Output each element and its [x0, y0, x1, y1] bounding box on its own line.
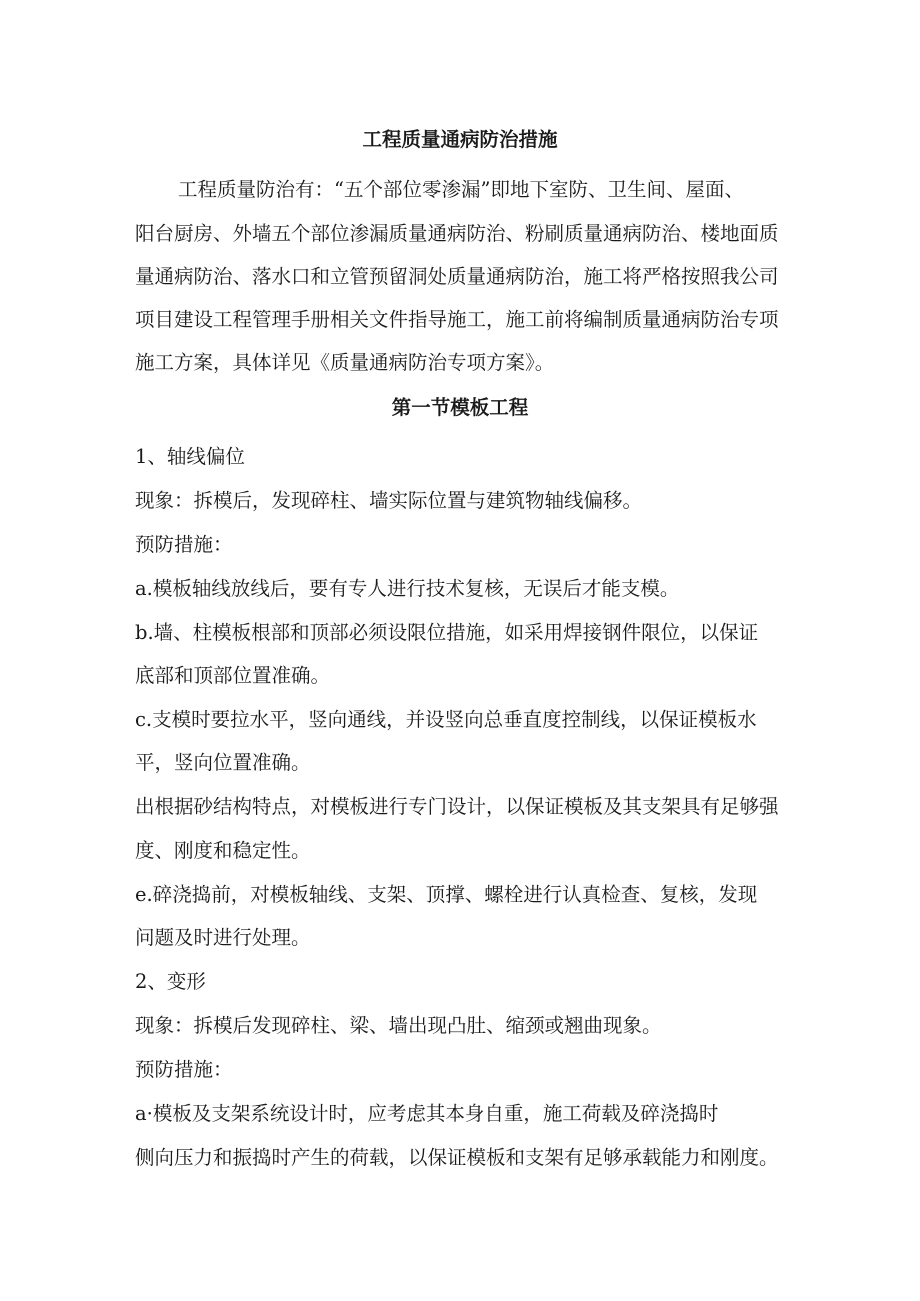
body-line: b.墙、柱模板根部和顶部必须设限位措施，如采用焊接钢件限位，以保证 [135, 621, 759, 644]
body-line: 度、刚度和稳定性。 [135, 839, 311, 862]
body-line: 底部和顶部位置准确。 [135, 664, 331, 687]
intro-line-1: 工程质量防治有：“五个部位零渗漏”即地下室防、卫生间、屋面、 [178, 178, 744, 201]
body-line: a.模板轴线放线后，要有专人进行技术复核，无误后才能支模。 [135, 577, 680, 600]
intro-line-3: 量通病防治、落水口和立管预留洞处质量通病防治，施工将严格按照我公司 [135, 265, 779, 288]
body-line: e.碎浇捣前，对模板轴线、支架、顶撑、螺栓进行认真检查、复核，发现 [135, 883, 758, 906]
heading-deformation: 2、变形 [135, 970, 206, 993]
body-line: 平，竖向位置准确。 [135, 751, 311, 774]
intro-line-2: 阳台厨房、外墙五个部位渗漏质量通病防治、粉刷质量通病防治、楼地面质 [135, 222, 779, 245]
body-line: 侧向压力和振捣时产生的荷载，以保证模板和支架有足够承载能力和刚度。 [135, 1146, 779, 1169]
heading-axis-offset: 1、轴线偏位 [135, 445, 245, 468]
intro-line-5: 施工方案，具体详见《质量通病防治专项方案》。 [135, 351, 555, 374]
document-title: 工程质量通病防治措施 [362, 128, 558, 151]
body-line: 现象：拆模后发现碎柱、梁、墙出现凸肚、缩颈或翘曲现象。 [135, 1014, 662, 1037]
body-line: c.支模时要拉水平，竖向通线，并设竖向总垂直度控制线，以保证模板水 [135, 708, 757, 731]
body-line: 出根据砂结构特点，对模板进行专门设计，以保证模板及其支架具有足够强 [135, 795, 779, 818]
body-line: 问题及时进行处理。 [135, 926, 311, 949]
body-line: 预防措施： [135, 1058, 233, 1081]
body-line: 现象：拆模后，发现碎柱、墙实际位置与建筑物轴线偏移。 [135, 489, 643, 512]
intro-line-4: 项目建设工程管理手册相关文件指导施工，施工前将编制质量通病防治专项 [135, 308, 779, 331]
body-line: a·模板及支架系统设计时，应考虑其本身自重，施工荷载及碎浇捣时 [135, 1102, 719, 1125]
body-line: 预防措施： [135, 533, 233, 556]
section-title: 第一节模板工程 [391, 396, 529, 419]
